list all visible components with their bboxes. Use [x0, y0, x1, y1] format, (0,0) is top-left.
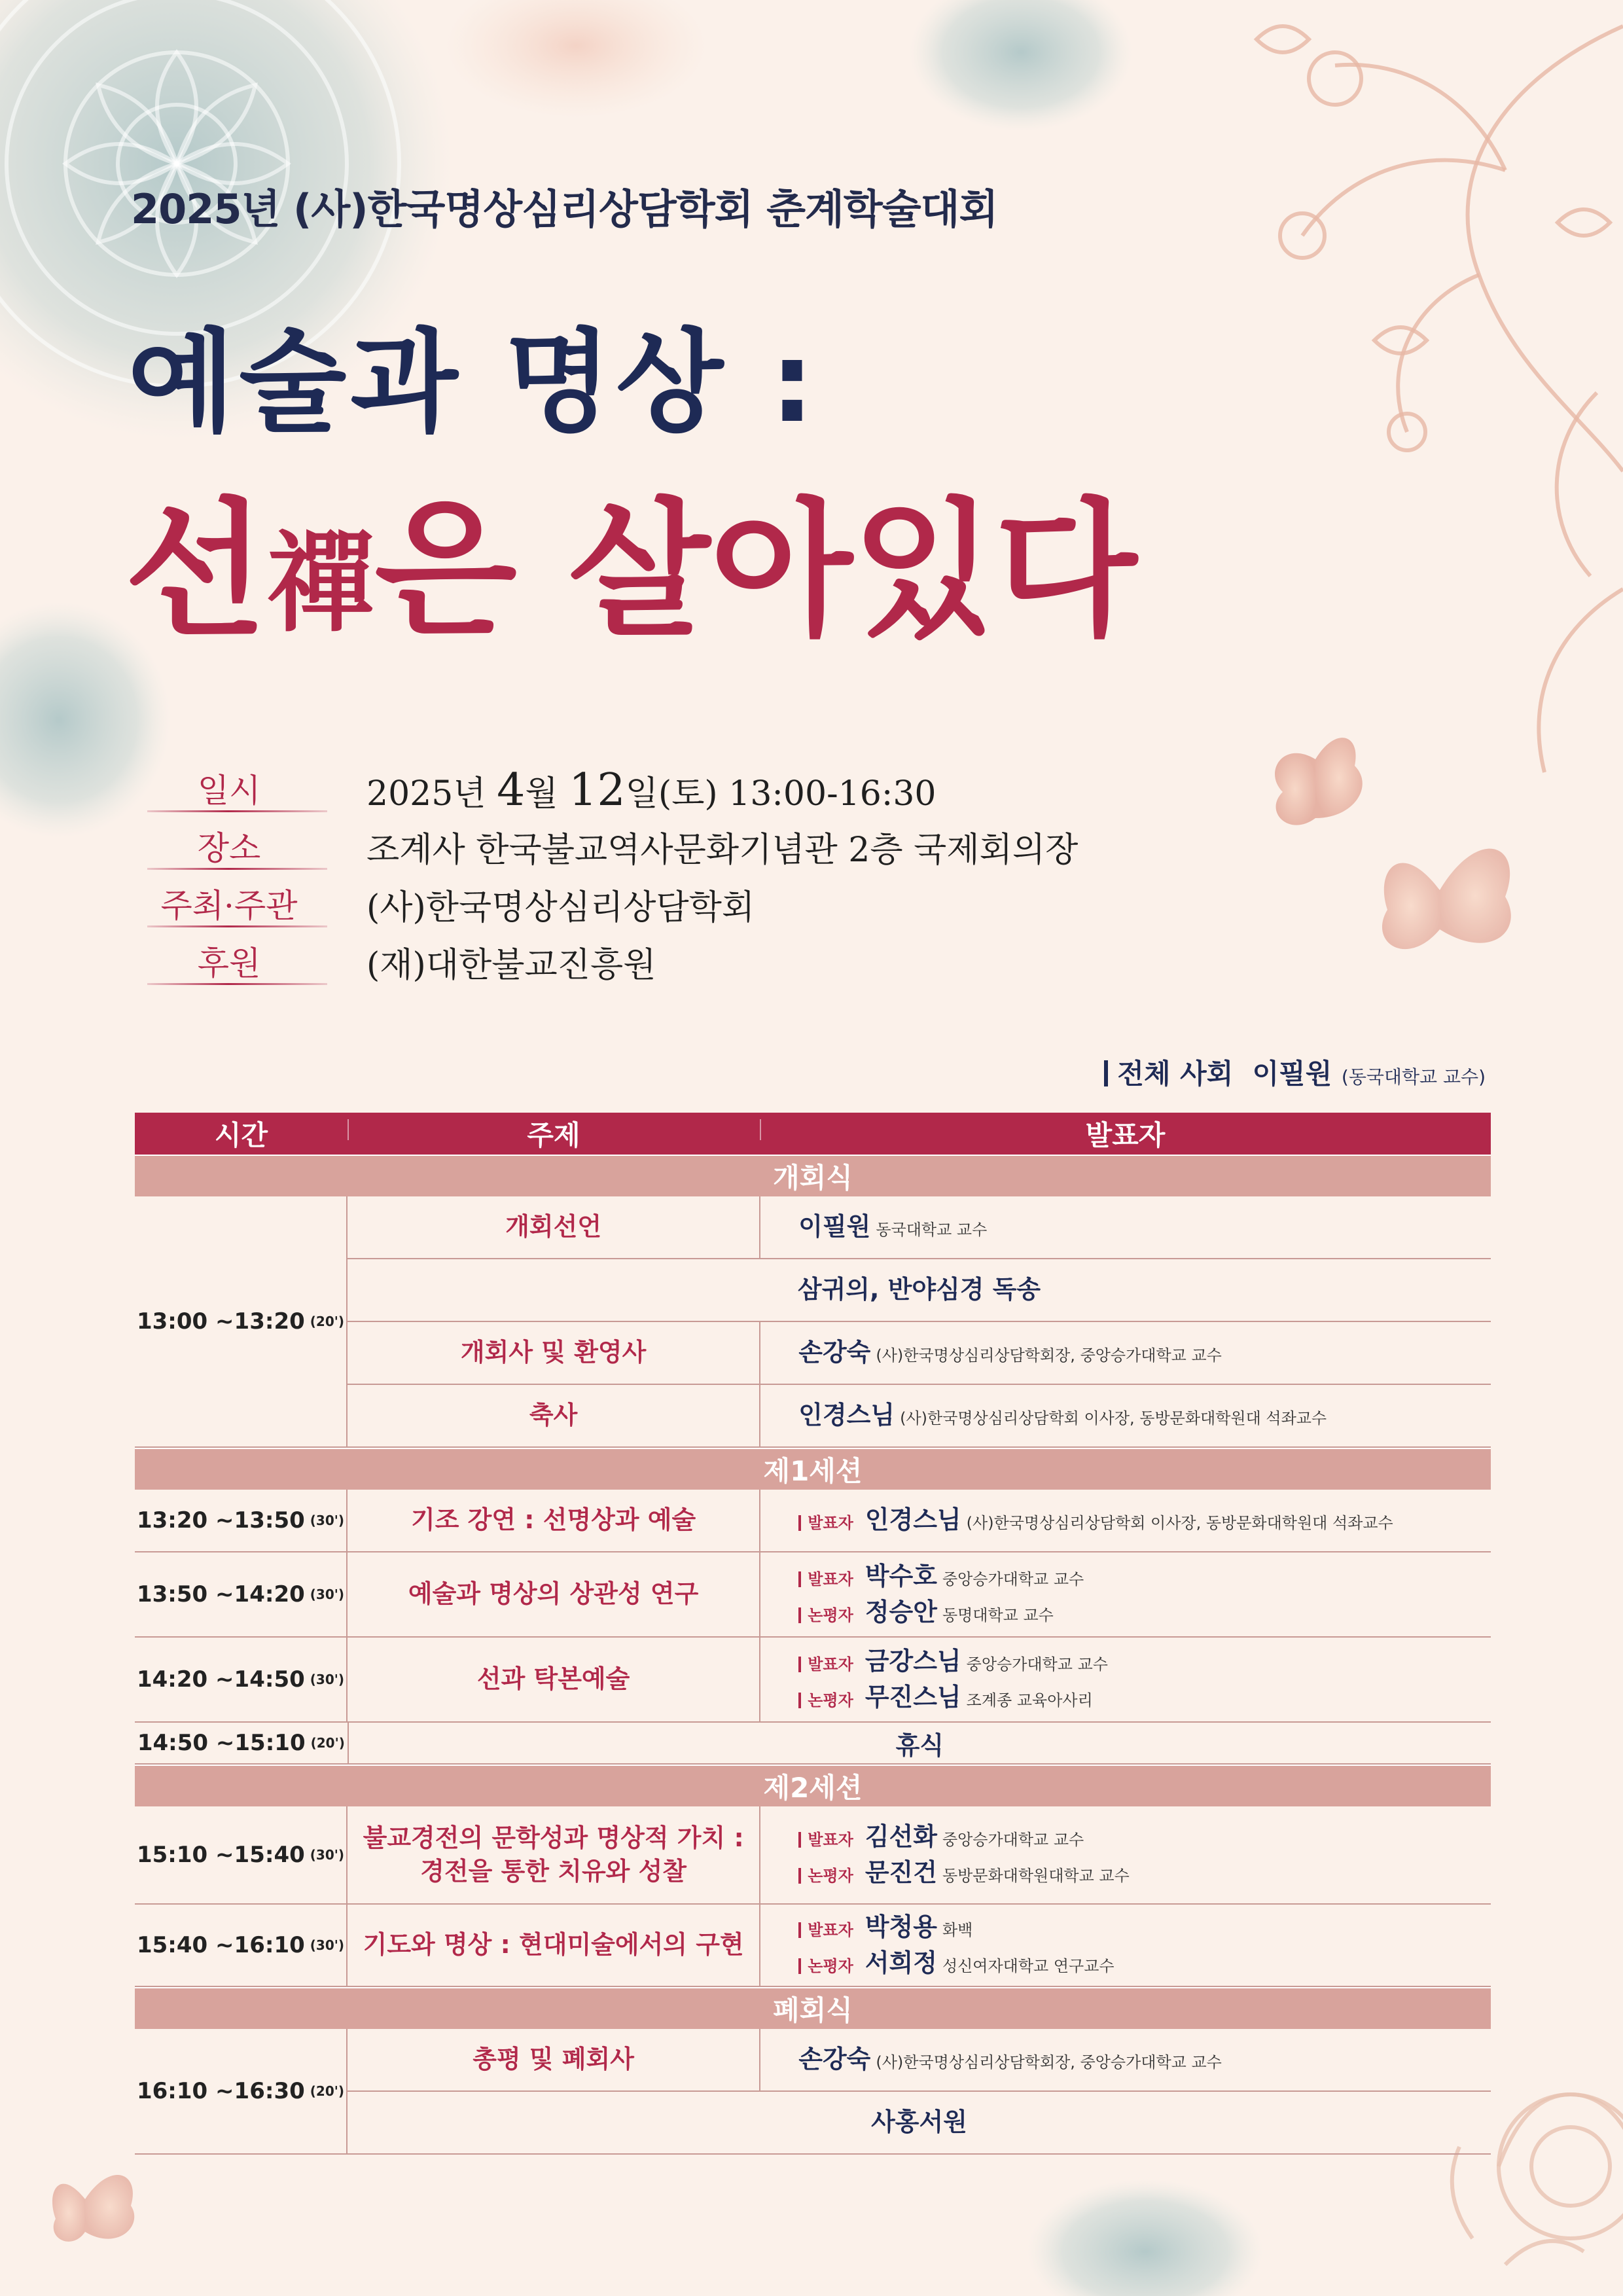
presenter-name: 금강스님: [865, 1646, 961, 1676]
presenter-name: 박수호: [865, 1561, 937, 1590]
date-rest: 일(토) 13:00-16:30: [625, 774, 936, 814]
duration-text: (30'): [310, 1587, 345, 1602]
topic-line-1: 불교경전의 문학성과 명상적 가치 :: [363, 1823, 744, 1852]
title-word-seon: 선: [124, 485, 267, 656]
time-cell: [135, 1806, 348, 1903]
presenter-name: 박청용: [865, 1912, 937, 1941]
time-text: 15:10 ~15:40: [136, 1842, 305, 1868]
presenter-cell: [760, 1322, 1491, 1384]
table-row: [348, 1196, 1491, 1259]
time-cell: [135, 2029, 348, 2153]
time-text: 15:40 ~16:10: [136, 1932, 305, 1958]
presenter-affiliation: 화백: [942, 1920, 973, 1939]
table-row: [348, 1552, 1491, 1636]
topic-cell: 삼귀의, 반야심경 독송: [797, 1275, 1041, 1304]
col-header-time: 시간: [214, 1119, 268, 1151]
table-row: [348, 1259, 1491, 1322]
table-row: [348, 1806, 1491, 1903]
presenter-cell: [760, 1905, 1491, 1986]
title-hanja: 禪: [266, 520, 375, 647]
date-label: 일시: [197, 772, 261, 810]
table-row: [348, 1638, 1491, 1721]
time-cell: [135, 1490, 348, 1551]
presenter-name: 인경스님: [798, 1401, 895, 1430]
master-of-ceremonies: [1104, 1052, 1486, 1092]
session1-slot-2: [135, 1552, 1491, 1638]
label-underline: [147, 810, 327, 812]
presenter-name: 이필원: [798, 1212, 871, 1242]
role-label: 논평자: [798, 1868, 853, 1884]
discussant-affiliation: 동명대학교 교수: [942, 1606, 1054, 1624]
presenter-affiliation: (사)한국명상심리상담학회 이사장, 동방문화대학원대 석좌교수: [900, 1409, 1327, 1428]
discussant-name: 정승안: [865, 1598, 937, 1626]
presenter-affiliation: 중앙승가대학교 교수: [966, 1655, 1108, 1674]
topic-cell: 사홍서원: [871, 2108, 967, 2137]
section-opening: 개회식: [135, 1155, 1491, 1196]
table-header: [135, 1113, 1491, 1155]
table-row: [348, 1905, 1491, 1986]
time-text: 13:50 ~14:20: [136, 1581, 305, 1607]
opening-group: [135, 1196, 1491, 1448]
date-day: 12: [569, 764, 626, 816]
presenter-affiliation: 동국대학교 교수: [876, 1221, 988, 1240]
host-label: 주최·주관: [160, 887, 298, 925]
time-text: 14:20 ~14:50: [136, 1666, 305, 1693]
time-cell: [135, 1723, 349, 1763]
role-label: 논평자: [798, 1607, 853, 1623]
duration-text: (20'): [310, 1314, 345, 1329]
topic-cell: 총평 및 폐회사: [348, 2029, 760, 2090]
butterfly-icon: [1275, 738, 1363, 825]
date-value: [366, 764, 936, 816]
role-label: 발표자: [798, 1922, 853, 1938]
table-row: [348, 2029, 1491, 2092]
duration-text: (30'): [310, 1672, 345, 1687]
table-row: [348, 1490, 1491, 1551]
host-value: (사)한국명상심리상담학회: [366, 888, 755, 927]
discussant-name: 무진스님: [865, 1683, 961, 1712]
role-label: 발표자: [798, 1657, 853, 1672]
label-underline: [147, 868, 327, 870]
discussant-affiliation: 조계종 교육아사리: [966, 1691, 1093, 1710]
discussant-affiliation: 동방문화대학원대학교 교수: [942, 1867, 1130, 1885]
break-row: [135, 1723, 1491, 1765]
presenter-cell: [760, 1552, 1491, 1636]
col-header-topic: 주제: [348, 1114, 760, 1153]
presenter-cell: [760, 1490, 1491, 1551]
presenter-affiliation: 중앙승가대학교 교수: [942, 1570, 1084, 1588]
presenter-cell: [760, 1385, 1491, 1446]
butterfly-icon: [52, 2175, 134, 2242]
topic-cell: 선과 탁본예술: [348, 1638, 760, 1721]
time-text: 16:10 ~16:30: [136, 2078, 305, 2104]
duration-text: (30'): [310, 1937, 345, 1953]
sponsor-value: (재)대한불교진흥원: [366, 946, 656, 985]
table-row: [348, 1322, 1491, 1385]
label-underline: [147, 925, 327, 927]
section-session-1: 제1세션: [135, 1448, 1491, 1490]
time-cell: [135, 1905, 348, 1986]
mc-bar: [1104, 1060, 1108, 1086]
presenter-cell: [760, 1638, 1491, 1721]
closing-rows: [348, 2029, 1491, 2153]
role-label: 논평자: [798, 1693, 853, 1708]
presenter-affiliation: (사)한국명상심리상담학회 이사장, 동방문화대학원대 석좌교수: [966, 1514, 1393, 1533]
mc-affiliation: (동국대학교 교수): [1341, 1066, 1486, 1088]
session2-slot-1: [135, 1806, 1491, 1905]
venue-value: 조계사 한국불교역사문화기념관 2층 국제회의장: [366, 831, 1079, 870]
duration-text: (20'): [310, 1735, 345, 1751]
role-label: 발표자: [798, 1832, 853, 1848]
presenter-cell: [760, 2029, 1491, 2090]
time-text: 13:00 ~13:20: [136, 1308, 305, 1335]
butterfly-icon: [1382, 849, 1511, 949]
time-text: 14:50 ~15:10: [137, 1730, 306, 1756]
date-month: 4: [497, 764, 526, 816]
time-cell: [135, 1552, 348, 1636]
venue-label: 장소: [197, 829, 261, 867]
topic-cell: 축사: [348, 1385, 760, 1446]
presenter-affiliation: 중앙승가대학교 교수: [942, 1830, 1084, 1849]
role-label: 발표자: [798, 1571, 853, 1587]
schedule-table: [135, 1113, 1491, 2155]
session1-slot-3: [135, 1638, 1491, 1723]
presenter-name: 김선화: [865, 1821, 937, 1851]
presenter-affiliation: (사)한국명상심리상담학회장, 중앙승가대학교 교수: [876, 2053, 1222, 2072]
duration-text: (30'): [310, 1847, 345, 1863]
date-year: 2025년: [366, 774, 486, 814]
floral-lineart-icon: [1257, 26, 1623, 772]
date-month-unit: 월: [525, 774, 558, 814]
table-row: [348, 1385, 1491, 1446]
discussant-name: 문진건: [865, 1858, 937, 1887]
table-row: [348, 2092, 1491, 2153]
session2-slot-2: [135, 1905, 1491, 1987]
presenter-cell: [760, 1806, 1491, 1903]
presenter-name: 인경스님: [865, 1505, 961, 1535]
session1-slot-1: [135, 1490, 1491, 1552]
section-closing: 폐회식: [135, 1987, 1491, 2029]
time-text: 13:20 ~13:50: [136, 1507, 305, 1534]
title-rest: 은 살아있다: [374, 485, 1137, 656]
event-subtitle: 2025년 (사)한국명상심리상담학회 춘계학술대회: [131, 185, 998, 233]
topic-cell: 예술과 명상의 상관성 연구: [348, 1552, 760, 1636]
title-line-1: 예술과 명상 :: [128, 318, 819, 448]
topic-cell: 개회선언: [348, 1196, 760, 1258]
title-line-2: [124, 485, 1137, 656]
topic-line-2: 경전을 통한 치유와 성찰: [420, 1857, 687, 1886]
discussant-affiliation: 성신여자대학교 연구교수: [942, 1957, 1115, 1975]
topic-cell: 기도와 명상 : 현대미술에서의 구현: [348, 1905, 760, 1986]
mc-label: 전체 사회: [1117, 1058, 1234, 1090]
discussant-name: 서희정: [865, 1948, 937, 1977]
break-label: 휴식: [895, 1731, 944, 1760]
time-cell: [135, 1196, 348, 1446]
sponsor-label: 후원: [197, 944, 261, 982]
time-cell: [135, 1638, 348, 1721]
presenter-name: 손강숙: [798, 1338, 871, 1367]
opening-rows: [348, 1196, 1491, 1446]
duration-text: (30'): [310, 1513, 345, 1528]
col-header-presenter: 발표자: [760, 1114, 1491, 1153]
presenter-cell: [760, 1196, 1491, 1258]
presenter-name: 손강숙: [798, 2045, 871, 2074]
duration-text: (20'): [310, 2083, 345, 2099]
presenter-affiliation: (사)한국명상심리상담학회장, 중앙승가대학교 교수: [876, 1346, 1222, 1365]
section-session-2: 제2세션: [135, 1765, 1491, 1806]
role-label: 논평자: [798, 1958, 853, 1974]
mc-name: 이필원: [1252, 1058, 1332, 1090]
role-label: 발표자: [798, 1515, 853, 1531]
topic-cell: [348, 1806, 760, 1903]
topic-cell: 기조 강연 : 선명상과 예술: [348, 1490, 760, 1551]
label-underline: [147, 983, 327, 985]
closing-group: [135, 2029, 1491, 2155]
topic-cell: 개회사 및 환영사: [348, 1322, 760, 1384]
